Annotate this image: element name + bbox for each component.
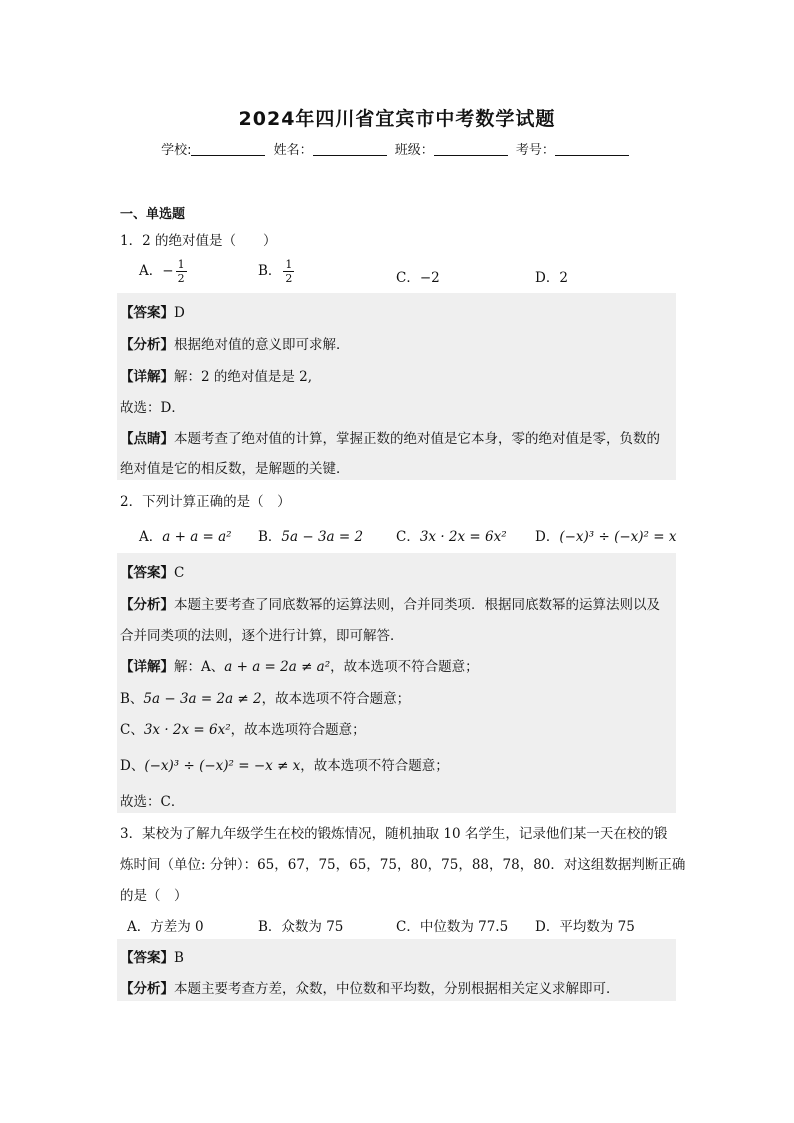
q2-option-c (396, 525, 507, 545)
q2-detail-a (120, 655, 479, 675)
q2-option-d-label: D． (535, 529, 560, 545)
comment-text: 本题考查了绝对值的计算，掌握正数的绝对值是它本身，零的绝对值是零，负数的 (174, 431, 660, 447)
name-label: 姓名： (273, 143, 313, 158)
q1-option-a-sign: − (162, 263, 174, 279)
q1-comment-line-1 (120, 427, 660, 447)
page-title: 2024年四川省宜宾市中考数学试题 (238, 108, 556, 130)
frac-numerator: 1 (177, 258, 185, 271)
exam-number-label: 考号： (515, 143, 555, 158)
q2-solution-box (117, 553, 676, 813)
class-blank (434, 142, 508, 156)
q2-answer (120, 561, 184, 581)
q1-option-d: D．2 (535, 270, 568, 286)
frac-numerator: 1 (285, 258, 293, 271)
q1-analysis (120, 333, 350, 353)
q2-option-d-math: (−x)³ ÷ (−x)² = x (559, 529, 677, 545)
q1-option-a-label: A． (139, 263, 163, 279)
analysis-text: 本题主要考查方差，众数，中位数和平均数，分别根据相关定义求解即可． (174, 981, 620, 997)
detail-tag: 【详解】 (120, 369, 174, 385)
school-label: 学校: (161, 143, 192, 158)
q1-stem: 1．2 的绝对值是（ ） (120, 233, 277, 249)
detail-d-suffix: ，故本选项不符合题意； (300, 758, 449, 774)
analysis-tag: 【分析】 (120, 337, 174, 353)
frac-denominator: 2 (285, 272, 293, 285)
answer-value: D (174, 305, 185, 321)
q3-stem-line-3: 的是（ ） (120, 888, 188, 904)
analysis-text: 本题主要考查了同底数幂的运算法则，合并同类项．根据同底数幂的运算法则以及 (174, 597, 660, 613)
exam-number-blank (555, 142, 629, 156)
q2-analysis-line-2: 合并同类项的法则，逐个进行计算，即可解答． (120, 628, 404, 644)
name-blank (313, 142, 387, 156)
detail-b-suffix: ，故本选项不符合题意； (261, 691, 411, 707)
q1-choose: 故选：D． (120, 400, 185, 416)
q3-option-c: C．中位数为 77.5 (396, 919, 509, 935)
q1-option-c: C．−2 (396, 270, 440, 286)
q2-option-b-math: 5a − 3a = 2 (281, 529, 364, 545)
school-blank (191, 142, 265, 156)
detail-c-suffix: ，故本选项符合题意； (230, 722, 366, 738)
q3-analysis (120, 977, 620, 997)
detail-b-math: 5a − 3a = 2a ≠ 2 (143, 691, 262, 707)
q1-detail (120, 365, 312, 385)
detail-c-math: 3x · 2x = 6x² (143, 722, 231, 738)
q2-option-d (535, 525, 676, 545)
q3-answer (120, 946, 184, 966)
q2-detail-d (120, 754, 449, 774)
detail-a-prefix: 解：A、 (174, 659, 225, 675)
answer-tag: 【答案】 (120, 950, 174, 966)
frac-denominator: 2 (177, 272, 185, 285)
q2-stem: 2．下列计算正确的是（ ） (120, 494, 291, 510)
q3-option-a: A．方差为 0 (127, 919, 204, 935)
q2-detail-c (120, 718, 366, 738)
section-title: 一、单选题 (120, 207, 186, 222)
answer-value: B (174, 950, 184, 966)
q1-comment-line-2: 绝对值是它的相反数，是解题的关键． (120, 461, 350, 477)
detail-c-prefix: C、 (120, 722, 144, 738)
q3-stem-line-2: 炼时间（单位: 分钟）：65，67，75，65，75，80，75，88，78，80．对这组数据判断正确 (120, 857, 686, 873)
q2-option-a (139, 525, 232, 545)
q2-option-b-label: B． (258, 529, 282, 545)
comment-tag: 【点睛】 (120, 431, 174, 447)
q1-option-b-label: B． (258, 263, 282, 279)
student-info-line (0, 139, 794, 158)
detail-a-suffix: ，故本选项不符合题意； (330, 659, 479, 675)
answer-tag: 【答案】 (120, 565, 174, 581)
q1-option-a (139, 258, 187, 285)
answer-tag: 【答案】 (120, 305, 174, 321)
q1-option-b (258, 258, 294, 285)
class-label: 班级： (394, 143, 434, 158)
q2-option-c-label: C． (396, 529, 420, 545)
detail-d-math: (−x)³ ÷ (−x)² = −x ≠ x (144, 758, 301, 774)
detail-b-prefix: B、 (120, 691, 144, 707)
answer-value: C (174, 565, 185, 581)
q1-answer (120, 301, 185, 321)
analysis-tag: 【分析】 (120, 981, 174, 997)
analysis-text: 根据绝对值的意义即可求解． (174, 337, 350, 353)
q1-option-a-fraction (176, 258, 187, 285)
q2-option-c-math: 3x · 2x = 6x² (419, 529, 507, 545)
detail-text: 解：2 的绝对值是是 2, (174, 369, 313, 385)
q2-detail-b (120, 687, 410, 707)
q2-option-a-label: A． (139, 529, 163, 545)
q2-analysis-line-1 (120, 593, 660, 613)
analysis-tag: 【分析】 (120, 597, 174, 613)
detail-d-prefix: D、 (120, 758, 145, 774)
q2-option-b (258, 525, 363, 545)
q3-stem-line-1: 3．某校为了解九年级学生在校的锻炼情况，随机抽取 10 名学生，记录他们某一天在校的锻 (120, 826, 668, 842)
q3-option-d: D．平均数为 75 (535, 919, 635, 935)
q1-option-b-fraction (283, 258, 294, 285)
q3-option-b: B．众数为 75 (258, 919, 344, 935)
q1-solution-box (117, 293, 676, 480)
q2-choose: 故选：C． (120, 794, 185, 810)
detail-a-math: a + a = 2a ≠ a² (224, 659, 331, 675)
detail-tag: 【详解】 (120, 659, 174, 675)
q2-option-a-math: a + a = a² (162, 529, 232, 545)
